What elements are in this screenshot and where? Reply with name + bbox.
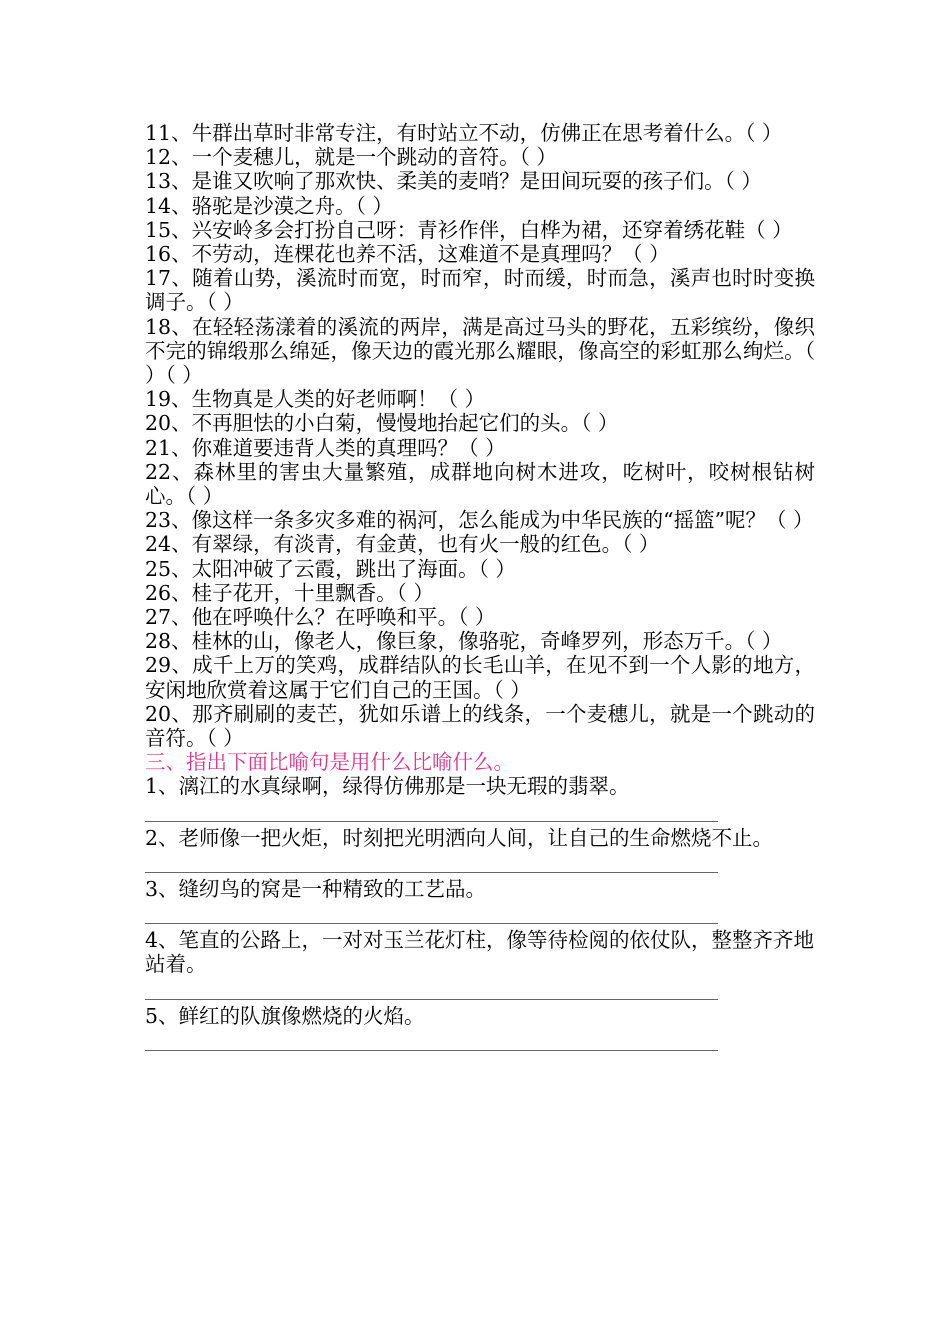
list-item: 18、在轻轻荡漾着的溪流的两岸，满是高过马头的野花，五彩缤纷，像织不完的锦缎那么绵延，像天边的霞光那么耀眼，像高空的彩虹那么绚烂。（ ）（ ） <box>145 314 815 388</box>
section-title: 三、指出下面比喻句是用什么比喻什么。 <box>145 750 514 775</box>
list-item: 11、牛群出草时非常专注，有时站立不动，仿佛正在思考着什么。（ ） <box>145 121 783 145</box>
question-3: 3、缝纫鸟的窝是一种精致的工艺品。 <box>145 876 487 901</box>
list-item: 23、像这样一条多灾多难的祸河，怎么能成为中华民族的“摇篮”呢？（ ） <box>145 508 814 533</box>
list-item: 21、你难道要违背人类的真理吗？（ ） <box>145 435 506 460</box>
answer-line[interactable] <box>145 999 718 1000</box>
list-item: 25、太阳冲破了云霞，跳出了海面。（ ） <box>145 556 516 581</box>
list-item: 12、一个麦穗儿，就是一个跳动的音符。（ ） <box>145 145 557 170</box>
list-item: 24、有翠绿，有淡青，有金黄，也有火一般的红色。（ ） <box>145 532 660 557</box>
list-item: 20、不再胆怯的小白菊，慢慢地抬起它们的头。（ ） <box>145 411 619 436</box>
list-item: 17、随着山势，溪流时而宽，时而窄，时而缓，时而急，溪声也时时变换调子。（ ） <box>145 266 815 315</box>
list-item: 29、成千上万的笑鸡，成群结队的长毛山羊，在见不到一个人影的地方，安闲地欣赏着这属于它们自己的王国。（ ） <box>145 653 815 702</box>
answer-line[interactable] <box>145 872 718 873</box>
answer-line[interactable] <box>145 923 718 924</box>
list-item: 28、桂林的山，像老人，像巨象，像骆驼，奇峰罗列，形态万千。（ ） <box>145 629 783 654</box>
list-item: 22、森林里的害虫大量繁殖，成群地向树木进攻，吃树叶，咬树根钻树心。（ ） <box>145 459 815 509</box>
list-item: 14、骆驼是沙漠之舟。（ ） <box>145 193 393 218</box>
question-1: 1、漓江的水真绿啊，绿得仿佛那是一块无瑕的翡翠。 <box>145 774 630 799</box>
question-2: 2、老师像一把火炬，时刻把光明洒向人间，让自己的生命燃烧不止。 <box>145 825 774 850</box>
list-item: 26、桂子花开，十里飘香。（ ） <box>145 580 434 605</box>
worksheet-page <box>145 121 815 1055</box>
list-item: 20、那齐刷刷的麦芒，犹如乐谱上的线条，一个麦穗儿，就是一个跳动的音符。（ ） <box>145 701 815 751</box>
answer-line[interactable] <box>145 1050 718 1051</box>
question-5: 5、鲜红的队旗像燃烧的火焰。 <box>145 1003 425 1028</box>
list-item: 13、是谁又吹响了那欢快、柔美的麦哨？是田间玩耍的孩子们。（ ） <box>145 169 762 194</box>
list-item: 15、兴安岭多会打扮自己呀：青衫作伴，白桦为裙，还穿着绣花鞋（ ） <box>145 217 793 242</box>
question-4: 4、笔直的公路上，一对对玉兰花灯柱，像等待检阅的依仗队，整整齐齐地站着。 <box>145 928 815 977</box>
list-item: 16、不劳动，连棵花也养不活，这难道不是真理吗？（ ） <box>145 242 670 267</box>
answer-line[interactable] <box>145 821 718 822</box>
list-item: 19、生物真是人类的好老师啊！（ ） <box>145 387 486 412</box>
list-item: 27、他在呼唤什么？在呼唤和平。（ ） <box>145 605 496 630</box>
